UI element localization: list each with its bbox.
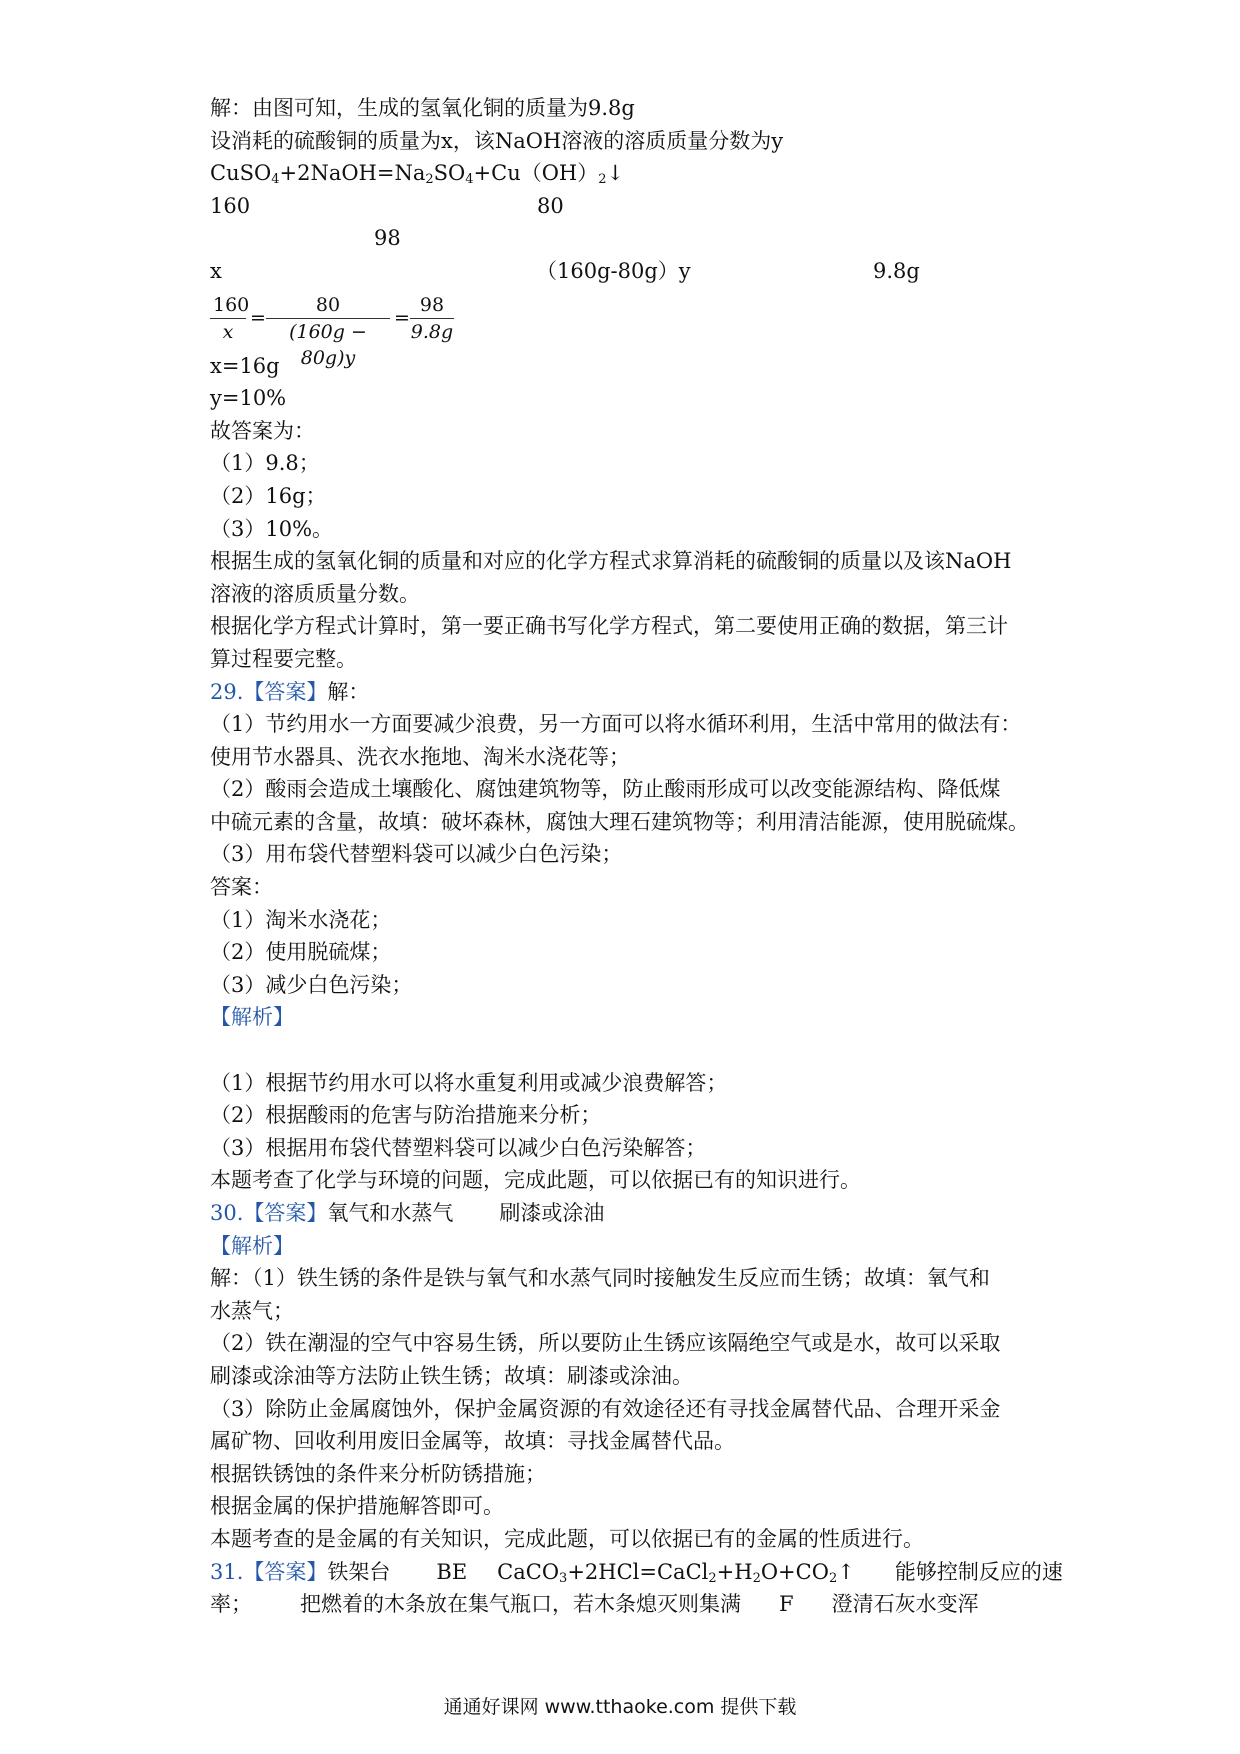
- text-line: [210, 1099, 1040, 1132]
- analysis-heading: [210, 1230, 1040, 1263]
- text: （1）节约用水一方面要减少浪费，另一方面可以将水循环利用，生活中常用的做法有：: [210, 712, 1022, 737]
- document-body: [210, 92, 1063, 1621]
- denominator: x: [222, 320, 234, 343]
- molar-mass-line: [210, 222, 1040, 255]
- subscript: 2: [598, 172, 607, 188]
- text-line: [210, 741, 1040, 774]
- subscript: 3: [559, 1570, 568, 1586]
- variable: x: [210, 258, 222, 283]
- text: （3）除防止金属腐蚀外，保护金属资源的有效途径还有寻找金属替代品、合理开采金: [210, 1396, 1001, 1421]
- text-line: [210, 578, 1040, 611]
- formula-part: ↑: [837, 1559, 855, 1584]
- subscript: 2: [708, 1570, 717, 1586]
- text: 故答案为：: [210, 418, 315, 443]
- text: （3）减少白色污染；: [210, 972, 413, 997]
- text: （3）用布袋代替塑料袋可以减少白色污染；: [210, 842, 623, 867]
- subscript: 2: [828, 1570, 838, 1586]
- formula-part: SO: [433, 161, 466, 186]
- text-line: [210, 125, 1040, 158]
- text: 根据金属的保护措施解答即可。: [210, 1494, 504, 1519]
- text: 本题考查的是金属的有关知识，完成此题，可以依据已有的金属的性质进行。: [210, 1526, 924, 1551]
- analysis-label: 【解析】: [210, 1005, 294, 1030]
- text-line: [210, 1523, 1040, 1556]
- text: 中硫元素的含量，故填：破坏森林，腐蚀大理石建筑物等；利用清洁能源，使用脱硫煤。: [210, 809, 1029, 834]
- text: 水蒸气；: [210, 1298, 294, 1323]
- formula-part: ↓: [606, 161, 625, 186]
- question-30-answer: [210, 1197, 1040, 1230]
- answer-item: [210, 904, 1040, 937]
- text: 铁架台: [327, 1559, 391, 1584]
- subscript: 2: [425, 172, 434, 188]
- formula-part: +2NaOH=Na: [279, 161, 426, 186]
- fraction: [410, 292, 454, 345]
- text: 解：由图可知，生成的氢氧化铜的质量为9.8g: [210, 96, 635, 120]
- molar-mass: 160: [210, 193, 251, 218]
- blank-line: [210, 1034, 1040, 1067]
- formula-part: +2HCl=CaCl: [567, 1559, 709, 1584]
- text: 根据铁锈蚀的条件来分析防锈措施；: [210, 1461, 546, 1486]
- numerator: 160: [210, 292, 246, 319]
- text: （2）酸雨会造成土壤酸化、腐蚀建筑物等，防止酸雨形成可以改变能源结构、降低煤: [210, 777, 1001, 802]
- equals-sign: =: [394, 306, 410, 329]
- subscript: 4: [271, 172, 280, 188]
- text-line: [210, 1164, 1040, 1197]
- text: （3）根据用布袋代替塑料袋可以减少白色污染解答；: [210, 1135, 707, 1160]
- text-line: [210, 1295, 1040, 1328]
- molar-mass-line: [210, 190, 1040, 223]
- answer-item: [210, 447, 1040, 480]
- analysis-label: 【解析】: [210, 1233, 294, 1258]
- answer-item: [210, 969, 1040, 1002]
- text: （2）铁在潮湿的空气中容易生锈，所以要防止生锈应该隔绝空气或是水，故可以采取: [210, 1331, 1001, 1356]
- text-line: [210, 1132, 1040, 1165]
- formula-part: CaCO: [497, 1559, 560, 1584]
- text: （1）根据节约用水可以将水重复利用或减少浪费解答；: [210, 1070, 728, 1095]
- text: （3）10%。: [210, 516, 334, 541]
- text: （2）根据酸雨的危害与防治措施来分析；: [210, 1103, 602, 1128]
- text-line: [210, 610, 1040, 643]
- text-line: [210, 838, 1040, 871]
- molar-mass: 98: [374, 226, 401, 251]
- variable-line: [210, 255, 1040, 288]
- variable: （160g-80g）y: [536, 258, 691, 283]
- text: 溶液的溶质质量分数。: [210, 581, 420, 606]
- text: （2）使用脱硫煤；: [210, 940, 392, 965]
- text-line: [210, 643, 1040, 676]
- text: （1）淘米水浇花；: [210, 907, 392, 932]
- text: 答案：: [210, 875, 273, 900]
- text: y=10%: [210, 386, 287, 411]
- text: 把燃着的木条放在集气瓶口，若木条熄灭则集满: [300, 1592, 741, 1617]
- result-line: [210, 382, 1040, 415]
- result-line: [210, 350, 1040, 383]
- text-line: [210, 773, 1040, 806]
- chemical-equation: [210, 157, 1040, 190]
- text: 属矿物、回收利用废旧金属等，故填：寻找金属替代品。: [210, 1429, 735, 1454]
- question-29-answer: [210, 676, 1040, 709]
- text-line: [210, 1458, 1040, 1491]
- footer: 通通好课网 www.tthaoke.com 提供下载: [443, 1696, 797, 1718]
- denominator: (160g − 80g)y: [289, 320, 367, 369]
- formula-part: +Cu（OH）: [473, 161, 599, 186]
- text-line: [210, 1490, 1040, 1523]
- text: 设消耗的硫酸铜的质量为x，该NaOH溶液的溶质质量分数为y: [210, 128, 784, 153]
- text: （2）16g；: [210, 483, 327, 508]
- text: 根据化学方程式计算时，第一要正确书写化学方程式，第二要使用正确的数据，第三计: [210, 614, 1008, 639]
- text: x=16g: [210, 353, 280, 378]
- text: 氧气和水蒸气: [327, 1201, 454, 1225]
- variable: 9.8g: [873, 258, 920, 283]
- text: 算过程要完整。: [210, 646, 357, 671]
- text-line: [210, 1327, 1040, 1360]
- formula-part: O+CO: [760, 1559, 829, 1584]
- subscript: 2: [752, 1570, 761, 1586]
- text: 解：: [327, 679, 370, 704]
- denominator: 9.8g: [410, 320, 454, 343]
- text-line: [210, 545, 1040, 578]
- answer-item: [210, 936, 1040, 969]
- text-line: [210, 1360, 1040, 1393]
- text: 刷漆或涂油等方法防止铁生锈；故填：刷漆或涂油。: [210, 1363, 693, 1388]
- answer-item: [210, 513, 1040, 546]
- subscript: 4: [465, 172, 474, 188]
- text-line: [210, 415, 1040, 448]
- text-line: [210, 92, 1040, 125]
- text: F: [779, 1592, 794, 1617]
- text: 根据生成的氢氧化铜的质量和对应的化学方程式求算消耗的硫酸铜的质量以及该NaOH: [210, 549, 1012, 574]
- question-31-answer: [210, 1556, 1063, 1589]
- formula-part: CuSO: [210, 161, 272, 186]
- text: （1）9.8；: [210, 451, 320, 476]
- text: 能够控制反应的速: [894, 1559, 1063, 1584]
- text-line: [210, 1393, 1040, 1426]
- text-line: [210, 1425, 1040, 1458]
- numerator: 80: [266, 292, 390, 319]
- text-line: [210, 708, 1040, 741]
- text: 本题考查了化学与环境的问题，完成此题，可以依据已有的知识进行。: [210, 1168, 861, 1193]
- text: 解：（1）铁生锈的条件是铁与氧气和水蒸气同时接触发生反应而生锈；故填：氧气和: [210, 1266, 990, 1291]
- answer-item: [210, 480, 1040, 513]
- numerator: 98: [410, 292, 454, 319]
- text-line: [210, 1262, 1040, 1295]
- molar-mass: 80: [537, 193, 564, 218]
- text-line: [210, 806, 1040, 839]
- text-line: [210, 1588, 1040, 1621]
- text-line: [210, 871, 1040, 904]
- analysis-heading: [210, 1001, 1040, 1034]
- answer-label: 29.【答案】: [210, 679, 328, 704]
- text: 刷漆或涂油: [499, 1201, 605, 1225]
- formula-part: +H: [716, 1559, 753, 1584]
- text: 使用节水器具、洗衣水拖地、淘米水浇花等；: [210, 744, 630, 769]
- text: 率；: [210, 1592, 252, 1617]
- text-line: [210, 1067, 1040, 1100]
- equals-sign: =: [250, 306, 266, 329]
- text: BE: [436, 1559, 468, 1584]
- text: 澄清石灰水变浑: [831, 1592, 979, 1617]
- fraction: [210, 292, 250, 345]
- chemical-equation: [497, 1560, 855, 1584]
- answer-label: 31.【答案】: [210, 1559, 328, 1584]
- answer-label: 30.【答案】: [210, 1201, 328, 1225]
